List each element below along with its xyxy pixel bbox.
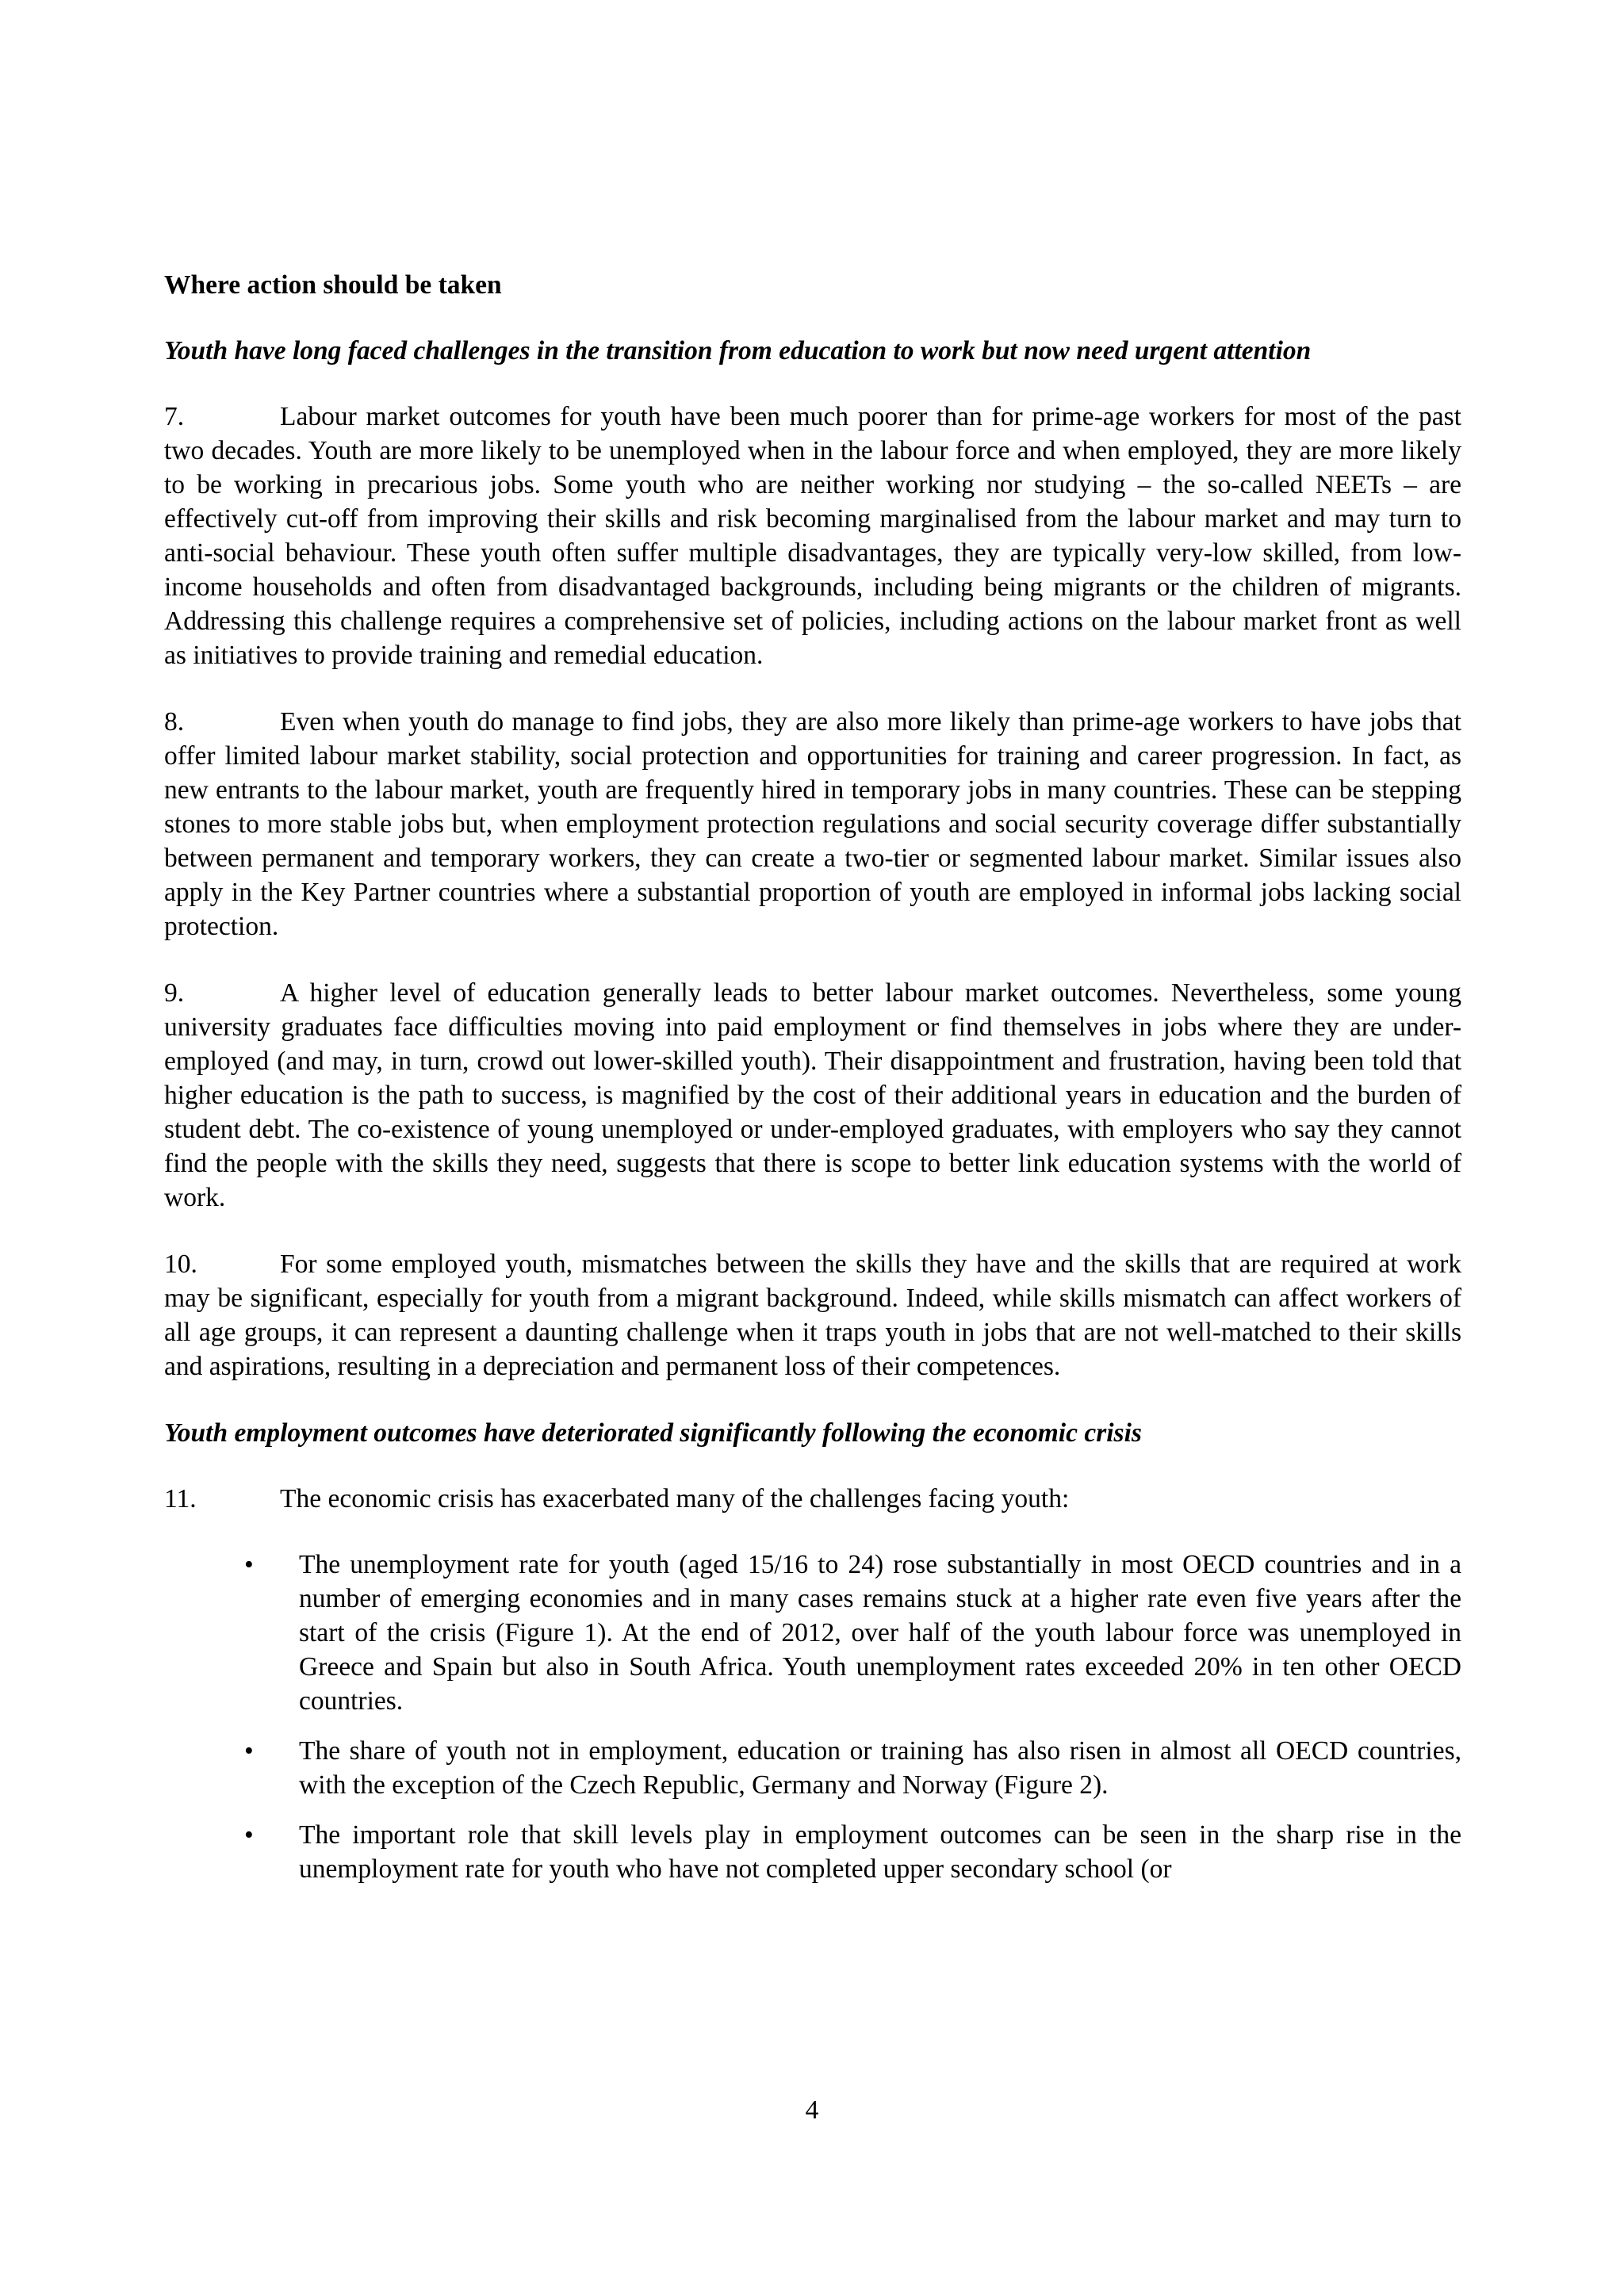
- section-heading: Where action should be taken: [164, 270, 502, 300]
- paragraph-11: [164, 1482, 1461, 1516]
- subheading-crisis: Youth employment outcomes have deteriorated significantly following the economic crisis: [164, 1418, 1142, 1448]
- bullet-icon: •: [244, 1820, 254, 1850]
- subheading-transition: Youth have long faced challenges in the transition from education to work but now need urgent attention: [164, 336, 1312, 365]
- paragraph-text: A higher level of education generally leads to better labour market outcomes. Nevertheless, some young university graduates face difficulties moving into paid employment or find themselves in jobs where they are under-employed (and may, in turn, crowd out lower-skilled youth). Their disappointment and frustration, having been told that higher education is the path to success, is magnified by the cost of their additional years in education and the burden of student debt. The co-existence of young unemployed or under-employed graduates, with employers who say they cannot find the people with the skills they need, suggests that there is scope to better link education systems with the world of work.: [164, 978, 1461, 1212]
- paragraph-number: 11.: [164, 1484, 197, 1513]
- bullet-text: The important role that skill levels play in employment outcomes can be seen in the sharp rise in the unemployment rate for youth who have not completed upper secondary school (or: [299, 1820, 1461, 1884]
- paragraph-text: Even when youth do manage to find jobs, they are also more likely than prime-age workers to have jobs that offer limited labour market stability, social protection and opportunities for training and career progression. In fact, as new entrants to the labour market, youth are frequently hired in temporary jobs in many countries. These can be stepping stones to more stable jobs but, when employment protection regulations and social security coverage differ substantially between permanent and temporary workers, they can create a two-tier or segmented labour market. Similar issues also apply in the Key Partner countries where a substantial proportion of youth are employed in informal jobs lacking social protection.: [164, 707, 1461, 941]
- page-number: 4: [805, 2095, 819, 2125]
- document-body: [164, 268, 1461, 1902]
- bullet-text: The share of youth not in employment, education or training has also risen in almost all OECD countries, with the exception of the Czech Republic, Germany and Norway (Figure 2).: [299, 1736, 1461, 1800]
- bullet-icon: •: [244, 1736, 254, 1766]
- bullet-icon: •: [244, 1550, 254, 1579]
- paragraph-text: For some employed youth, mismatches between the skills they have and the skills that are required at work may be significant, especially for youth from a migrant background. Indeed, while skills mismatch can affect workers of all age groups, it can represent a daunting challenge when it traps youth in jobs that are not well-matched to their skills and aspirations, resulting in a depreciation and permanent loss of their competences.: [164, 1249, 1461, 1381]
- bullet-list: [164, 1548, 1461, 1886]
- paragraph-9: [164, 976, 1461, 1215]
- paragraph-8: [164, 705, 1461, 943]
- paragraph-text: Labour market outcomes for youth have been much poorer than for prime-age workers for most of the past two decades. Youth are more likely to be unemployed when in the labour force and when employed, they are more likely to be working in precarious jobs. Some youth who are neither working nor studying – the so-called NEETs – are effectively cut-off from improving their skills and risk becoming marginalised from the labour market and may turn to anti-social behaviour. These youth often suffer multiple disadvantages, they are typically very-low skilled, from low-income households and often from disadvantaged backgrounds, including being migrants or the children of migrants. Addressing this challenge requires a comprehensive set of policies, including actions on the labour market front as well as initiatives to provide training and remedial education.: [164, 402, 1461, 670]
- paragraph-number: 9.: [164, 978, 185, 1008]
- paragraph-number: 10.: [164, 1249, 197, 1279]
- paragraph-number: 8.: [164, 707, 185, 737]
- bullet-item-neet-share: [244, 1734, 1461, 1802]
- bullet-item-skill-levels: [244, 1818, 1461, 1886]
- paragraph-7: [164, 400, 1461, 672]
- bullet-item-unemployment-rate: [244, 1548, 1461, 1718]
- paragraph-number: 7.: [164, 402, 185, 431]
- paragraph-10: [164, 1247, 1461, 1383]
- bullet-text: The unemployment rate for youth (aged 15/16 to 24) rose substantially in most OECD countries and in a number of emerging economies and in many cases remains stuck at a higher rate even five years after the start of the crisis (Figure 1). At the end of 2012, over half of the youth labour force was unemployed in Greece and Spain but also in South Africa. Youth unemployment rates exceeded 20% in ten other OECD countries.: [299, 1550, 1461, 1716]
- paragraph-text: The economic crisis has exacerbated many of the challenges facing youth:: [280, 1484, 1070, 1513]
